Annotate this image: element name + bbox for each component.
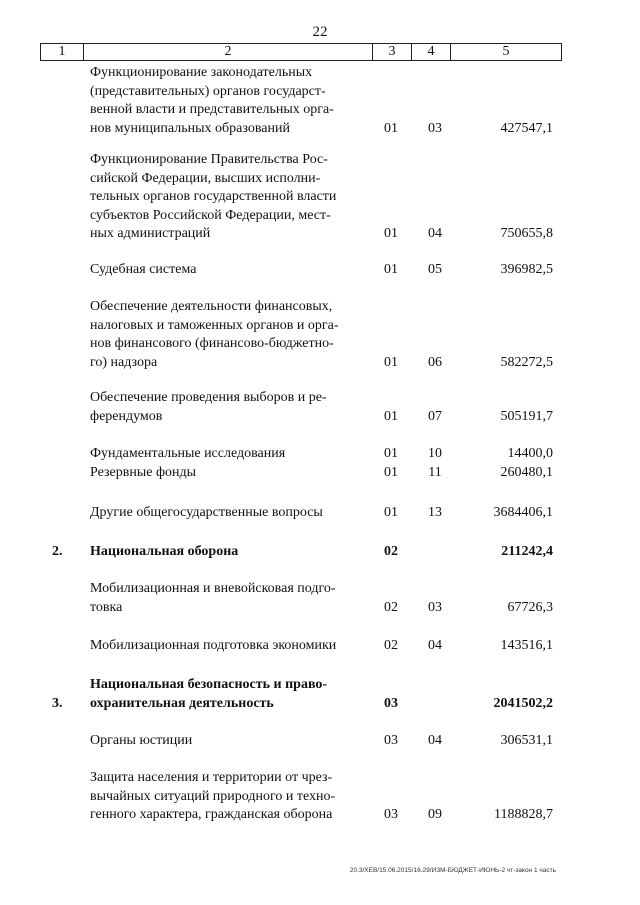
item-name-line: Функционирование законодательных xyxy=(90,65,313,80)
code-subsection: 09 xyxy=(428,807,442,822)
amount: 143516,1 xyxy=(500,638,553,653)
item-name-line: Фундаментальные исследования xyxy=(90,446,286,461)
code-subsection: 04 xyxy=(428,733,442,748)
item-name-line: ных администраций xyxy=(90,226,211,241)
code-section: 01 xyxy=(384,120,398,136)
item-name xyxy=(90,543,362,562)
item-name xyxy=(90,676,362,713)
item-name-line: сийской Федерации, высших исполни- xyxy=(90,170,321,186)
code-subsection: 03 xyxy=(428,599,442,615)
item-name xyxy=(90,261,362,280)
item-name xyxy=(90,64,362,138)
item-name xyxy=(90,445,362,464)
document-footer: 20.3/ХЕВ/15.06.2015/16.29/ИЗМ-БЮДЖЕТ-ИЮНЬ-2 чт-закон 1 часть xyxy=(349,867,556,874)
amount: 582272,5 xyxy=(500,354,553,370)
item-name xyxy=(90,504,362,523)
item-name xyxy=(90,580,362,617)
amount: 396982,5 xyxy=(500,262,553,277)
code-subsection: 03 xyxy=(428,120,442,136)
code-section: 03 xyxy=(384,733,398,748)
item-name-line: Другие общегосударственные вопросы xyxy=(90,505,323,520)
code-subsection: 10 xyxy=(428,446,442,461)
item-name-line: Обеспечение проведения выборов и ре- xyxy=(90,390,327,405)
item-name-line: вычайных ситуаций природного и техно- xyxy=(90,788,336,804)
item-name xyxy=(90,732,362,751)
item-name-line: нов муниципальных образований xyxy=(90,120,290,136)
header-col-3: 3 xyxy=(373,44,412,61)
code-subsection: 06 xyxy=(428,354,442,370)
code-section: 01 xyxy=(384,446,398,461)
code-subsection: 07 xyxy=(428,408,442,424)
item-name xyxy=(90,464,362,483)
header-col-4: 4 xyxy=(412,44,451,61)
item-name xyxy=(90,389,362,426)
item-name-line: субъектов Российской Федерации, мест- xyxy=(90,207,331,223)
page-number: 22 xyxy=(312,24,328,40)
amount: 260480,1 xyxy=(500,465,553,480)
item-name-line: товка xyxy=(90,599,123,615)
amount: 505191,7 xyxy=(500,408,553,424)
item-name-line: Национальная безопасность и право- xyxy=(90,677,328,692)
item-name-line: Обеспечение деятельности финансовых, xyxy=(90,299,333,314)
item-name-line: Мобилизационная и вневойсковая подго- xyxy=(90,581,336,596)
item-name-line: Органы юстиции xyxy=(90,733,193,748)
code-subsection: 13 xyxy=(428,505,442,520)
amount: 750655,8 xyxy=(500,226,553,241)
amount: 67726,3 xyxy=(507,599,553,615)
code-subsection: 04 xyxy=(428,226,442,241)
item-name-line: Мобилизационная подготовка экономики xyxy=(90,638,337,653)
table-header xyxy=(40,43,562,61)
item-name-line: Функционирование Правительства Рос- xyxy=(90,152,328,167)
item-name xyxy=(90,298,362,372)
code-section: 02 xyxy=(384,544,398,559)
item-name-line: Резервные фонды xyxy=(90,465,197,480)
item-name-line: венной власти и представительных орга- xyxy=(90,102,334,117)
amount: 1188828,7 xyxy=(494,807,553,822)
section-number: 2. xyxy=(52,544,63,559)
code-section: 01 xyxy=(384,505,398,520)
item-name-line: охранительная деятельность xyxy=(90,695,274,711)
amount: 2041502,2 xyxy=(493,695,553,711)
code-section: 01 xyxy=(384,408,398,424)
code-subsection: 04 xyxy=(428,638,442,653)
code-subsection: 11 xyxy=(428,465,442,480)
header-col-1: 1 xyxy=(41,44,84,61)
item-name xyxy=(90,151,362,244)
item-name-line: генного характера, гражданская оборона xyxy=(90,807,333,822)
code-section: 01 xyxy=(384,262,398,277)
amount: 14400,0 xyxy=(507,446,553,461)
item-name-line: (представительных) органов государст- xyxy=(90,83,326,99)
item-name-line: ферендумов xyxy=(90,408,163,424)
amount: 3684406,1 xyxy=(493,505,553,520)
amount: 306531,1 xyxy=(500,733,553,748)
code-section: 01 xyxy=(384,354,398,370)
item-name-line: Судебная система xyxy=(90,262,197,277)
item-name-line: тельных органов государственной власти xyxy=(90,189,337,204)
item-name xyxy=(90,769,362,825)
code-section: 02 xyxy=(384,638,398,653)
item-name-line: го) надзора xyxy=(90,354,158,370)
code-section: 01 xyxy=(384,226,398,241)
code-section: 02 xyxy=(384,599,398,615)
code-section: 03 xyxy=(384,695,398,711)
section-number: 3. xyxy=(52,695,63,711)
code-section: 01 xyxy=(384,465,398,480)
amount: 211242,4 xyxy=(501,544,553,559)
code-section: 03 xyxy=(384,807,398,822)
header-col-5: 5 xyxy=(451,44,562,61)
item-name-line: Национальная оборона xyxy=(90,544,239,559)
item-name xyxy=(90,637,362,656)
code-subsection: 05 xyxy=(428,262,442,277)
item-name-line: налоговых и таможенных органов и орга- xyxy=(90,317,339,333)
item-name-line: нов финансового (финансово-бюджетно- xyxy=(90,336,334,351)
item-name-line: Защита населения и территории от чрез- xyxy=(90,770,333,785)
amount: 427547,1 xyxy=(500,120,553,136)
header-col-2: 2 xyxy=(84,44,373,61)
